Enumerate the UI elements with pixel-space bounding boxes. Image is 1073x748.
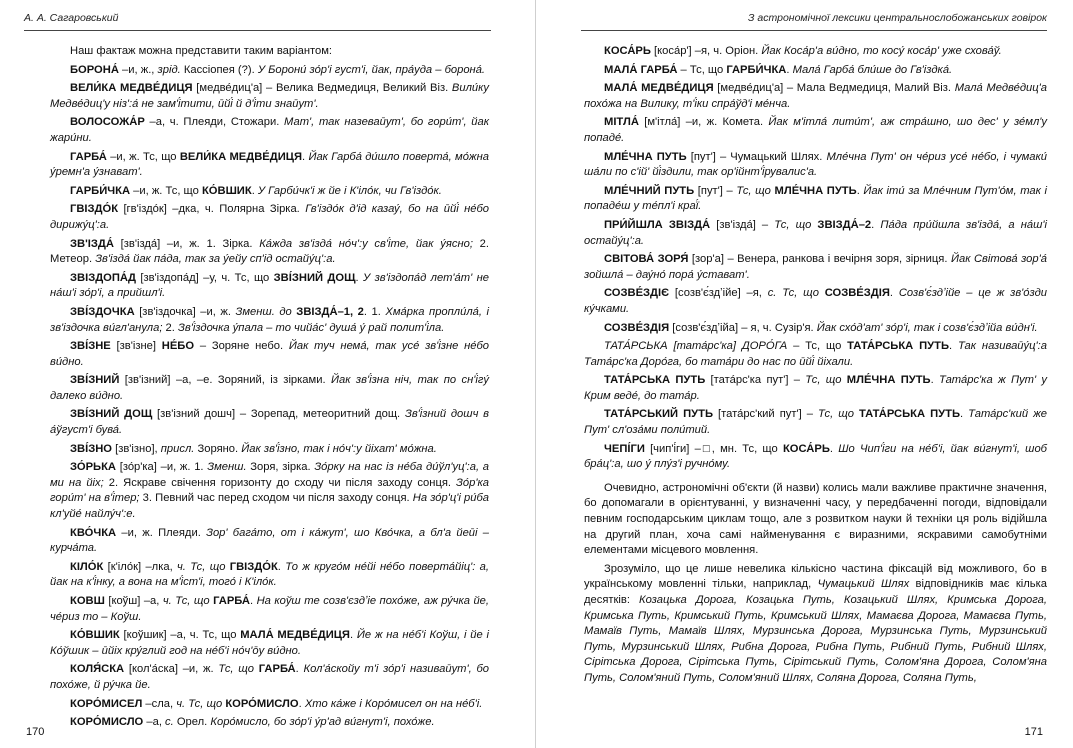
- headword: ПРИ́ЙШЛА ЗВІЗДА́: [604, 218, 711, 231]
- example-text: Созв'є́здʼійе – це ж зв'о́зди ку́чками.: [584, 287, 1048, 315]
- definition-text: –и, ж.,: [118, 63, 158, 76]
- definition-text: .: [829, 442, 839, 455]
- example-text: Зо́р'ка гори́т' на в'і́тер;: [50, 476, 489, 505]
- headword: МАЛА́ ГАРБА́: [604, 63, 678, 76]
- dictionary-entry: [584, 63, 1047, 79]
- definition-text: .: [355, 271, 364, 284]
- definition-text: –а,: [143, 716, 166, 729]
- dictionary-entry: [50, 662, 489, 693]
- definition-text: [зв'ізне]: [110, 340, 162, 353]
- dictionary-entry: [584, 339, 1047, 370]
- example-text: присл.: [160, 442, 195, 455]
- definition-text: .: [856, 184, 864, 197]
- right-page-body: [584, 44, 1047, 690]
- example-text: Тс, що: [818, 408, 854, 421]
- headword: КО́ВШИК: [201, 184, 252, 197]
- headword: СОЗВЕ́ЗДІЄ: [604, 287, 670, 300]
- example-text: Па́да при́йшла зв'ізда́, а на́ш'і остайу́ц':а.: [584, 218, 1047, 247]
- definition-text: [к'іло́к] –лка,: [103, 560, 177, 573]
- header-rule: [24, 30, 491, 31]
- example-text: У зв'іздопа́д лет'а́т' не на́ш'і зо́р'і, а прийшл'і.: [50, 271, 490, 300]
- page-number: 171: [1024, 726, 1043, 738]
- definition-text: [коўш] –а,: [104, 595, 163, 607]
- definition-text: [зв'ізний] –а, –е. Зоряний, із зірками.: [119, 374, 331, 387]
- definition-text: . 1.: [363, 305, 386, 318]
- dictionary-entry: [50, 339, 489, 370]
- headword: МЛЕ́ЧНА ПУТЬ: [604, 150, 687, 163]
- example-text: Хто ка́же і Коро́мисел он на не́б'і.: [304, 697, 483, 710]
- headword: ЧЕПІ́ГИ: [604, 442, 645, 455]
- example-text: Тс, що: [218, 663, 255, 676]
- example-text: зрід.: [157, 63, 181, 76]
- definition-text: Наш фактаж можна представити таким варіантом:: [70, 45, 333, 57]
- headword: КВО́ЧКА: [70, 526, 117, 539]
- definition-text: Зоряно.: [194, 442, 242, 455]
- dictionary-entry: [584, 252, 1047, 283]
- definition-text: [зв'ізний дошч] – Зорепад, метеоритний дощ.: [152, 408, 405, 421]
- headword: КОСА́РЬ: [604, 45, 651, 57]
- definition-text: –и, ж. Тс, що: [130, 184, 202, 197]
- dictionary-entry: [50, 271, 489, 302]
- headword: КОРО́МИСЕЛ: [70, 697, 143, 710]
- definition-text: Кассіопея (?).: [180, 63, 258, 76]
- definition-text: .: [302, 150, 309, 163]
- example-text: Зв'і́здочка у́пала – то чийа́с' душа́ у́ рай полит'і́ла.: [177, 321, 445, 334]
- definition-text: 3. Певний час перед сходом чи після заходу сонця.: [139, 492, 413, 505]
- running-header-author: А. А. Сагаровський: [24, 12, 119, 24]
- example-text: Тс, що: [774, 218, 812, 231]
- definition-text: [зв'ізда́] –и, ж. 1. Зірка.: [113, 237, 260, 250]
- example-text: с. Тс, що: [767, 287, 819, 300]
- definition-text: Орел.: [173, 716, 211, 729]
- example-text: ч. Тс, що: [162, 595, 210, 607]
- definition-text: [созв'є́здʼійа] – я, ч. Сузір'я.: [669, 321, 817, 334]
- dictionary-entry: [50, 115, 489, 146]
- definition-text: [коса́р'] –я, ч. Оріон.: [650, 45, 762, 57]
- headword: МЛЕ́ЧНА ПУТЬ: [770, 184, 857, 197]
- example-text: Коро́мисло, бо зо́р'і у́р'ад ви́гнут'і, похо́же.: [210, 716, 435, 729]
- example-text: Зв'і́зний дошч в а́ўгуст'і бува́.: [50, 408, 489, 437]
- example-text: Йак м'ітла́ лити́т', аж стра́шно, шо дес' у зе́мл'у попаде́.: [584, 116, 1047, 144]
- example-text: У Борони́ зо́р'і густ'і, йак, пра́уда – борона́.: [257, 63, 486, 76]
- definition-text: .: [295, 663, 304, 676]
- example-text: Йак зв'і́зно, так і но́ч':у йіхат' мо́жна.: [241, 442, 437, 455]
- dictionary-entry: [584, 184, 1047, 215]
- example-text: Мала́ Гарба́ бли́ше до Гв'іздка́.: [792, 63, 953, 76]
- example-text: Мле́чна Пут' он че́риз усе́ не́бо, і чумаки́ ша́ли по с'ій' йі́здили, так ор'ійнт'і́рувалис'а.: [584, 150, 1047, 179]
- definition-text: – Тс, що: [787, 340, 848, 353]
- definition-text: .: [298, 697, 305, 710]
- example-text: ч. Тс, що: [177, 560, 226, 573]
- headword: КО́ВШИК: [70, 629, 120, 642]
- headword: ЗВІ́ЗНО: [70, 442, 112, 455]
- dictionary-entry: [50, 697, 489, 713]
- dictionary-entry: [50, 305, 489, 336]
- definition-text: .: [959, 408, 969, 421]
- definition-text: .: [277, 560, 286, 573]
- definition-text: [пут'] –: [694, 184, 737, 197]
- definition-text: відповідників має кілька десятків:: [584, 578, 1047, 606]
- definition-text: [м'ітла́] –и, ж. Комета.: [638, 116, 769, 129]
- example-text: Зменш.: [207, 461, 247, 474]
- headword: ЗО́РЬКА: [70, 461, 116, 474]
- dictionary-entry: [50, 407, 489, 438]
- definition-text: [созв'є́здʼійе] –я,: [669, 287, 768, 300]
- dictionary-entry: [584, 407, 1047, 438]
- definition-text: .: [889, 287, 899, 300]
- definition-text: [зв'ізда́] –: [710, 218, 775, 231]
- definition-text: [тата́рс'ка пут'] –: [705, 374, 806, 387]
- definition-text: Очевидно, астрономічні об'єкти (й назви) колись мали важливе практичне значення, бо допомагали в орієнтуванні, у визначенні часу, у передбаченні погоди, відповідали певним господарським циклам тощо, але з розвитком науки й техніки ця роль відійшла на другий план, хоча самі найменування є виразними, яскравими самобутніми елементами місцевого мовлення.: [584, 481, 1047, 557]
- example-text: Мат', так назеваӣут', бо гори́т', йак жари́ни.: [50, 116, 489, 144]
- example-text: Йе ж на не́б'і Коўш, і йе і Ко́ўшик – ӣйіх кру́глий год на не́б'і но́ч'ōу ви́дно.: [50, 629, 489, 657]
- headword: ТАТА́РСЬКА ПУТЬ: [604, 374, 706, 387]
- headword: КОРО́МИСЛО: [70, 716, 144, 729]
- definition-text: [тата́рс'кий пут'] –: [712, 408, 819, 421]
- left-page-body: [50, 44, 489, 734]
- dictionary-entry: [584, 286, 1047, 317]
- definition-text: 2.: [162, 321, 178, 334]
- example-text: Мала́ Медве́диц'а похо́жа на Вилику, т'і́ки спра́ўд'і ме́нча.: [584, 82, 1047, 110]
- headword: МАЛА́ МЕДВЕ́ДИЦЯ: [240, 629, 350, 642]
- definition-text: [пут'] – Чумацький Шлях.: [686, 150, 827, 163]
- example-text: У Гарби́чк'і ж йе і К'іло́к, чи Гв'іздо́к.: [257, 184, 442, 197]
- dictionary-entry: [50, 526, 489, 557]
- example-text: Чумацький Шлях: [817, 578, 910, 591]
- headword: ВЕЛИ́КА МЕДВЕ́ДИЦЯ: [70, 82, 193, 95]
- definition-text: –сла,: [142, 697, 177, 710]
- headword: ЗВІ́ЗНИЙ: [70, 374, 120, 387]
- headword: ГАРБА́: [70, 150, 107, 163]
- definition-text: [зо́р'ка] –и, ж. 1.: [115, 461, 208, 474]
- dictionary-entry: [50, 184, 489, 200]
- dictionary-entry: [584, 562, 1047, 687]
- headword: ЗВІ́ЗДОЧКА: [70, 305, 135, 318]
- definition-text: [медве́диц'а] – Велика Ведмедиця, Великий Віз.: [192, 82, 452, 95]
- example-text: Хма́рка пропли́ла́, і зв'іздочка ви́гл'анула;: [50, 305, 490, 334]
- example-text: Тата́рс'кий же Пут' сл'оза́ми поли́тий.: [584, 408, 1047, 437]
- definition-text: –и, ж. Плеяди.: [116, 526, 207, 539]
- dictionary-entry: [50, 150, 489, 181]
- dictionary-entry: [50, 44, 489, 60]
- definition-text: [зор'а] – Венера, ранкова і вечірня зоря, зірниця.: [688, 253, 951, 266]
- dictionary-entry: [50, 715, 489, 731]
- definition-text: .: [786, 63, 793, 76]
- dictionary-entry: [584, 81, 1047, 112]
- definition-text: [зв'іздопа́д] –у, ч. Тс, що: [135, 271, 274, 284]
- headword: ЗВІ́ЗНИЙ ДОЩ: [273, 271, 356, 284]
- dictionary-entry: [50, 560, 489, 591]
- definition-text: – Тс, що: [677, 63, 727, 76]
- headword: КОЛЯ́СКА: [70, 663, 125, 676]
- headword: ГАРБИ́ЧКА: [726, 63, 787, 76]
- definition-text: [медве́диц'а] – Мала Ведмедиця, Малий Віз.: [713, 82, 955, 95]
- headword: ТАТА́РСЬКИЙ ПУТЬ: [604, 408, 713, 421]
- definition-text: [зв'ізно],: [112, 442, 161, 455]
- dictionary-entry: [584, 218, 1047, 249]
- dictionary-entry: [584, 150, 1047, 181]
- headword: ВОЛОСОЖА́Р: [70, 116, 145, 129]
- dictionary-entry: [584, 115, 1047, 146]
- example-text: Кол'а́скойу т'і зо́р'і називаӣут', бо похо́же, й ру́чка йе.: [50, 663, 489, 691]
- example-text: с.: [165, 716, 174, 729]
- definition-text: – Зоряне небо.: [194, 340, 289, 353]
- definition-text: .: [871, 218, 881, 231]
- definition-text: [кол'а́ска] –и, ж.: [124, 663, 219, 676]
- left-page: [0, 0, 536, 748]
- headword: ГВІЗДО́К: [70, 203, 119, 216]
- example-text: Тс, що: [805, 374, 842, 387]
- definition-text: 2. Яскраве свічення горизонту до сходу чи після заходу сонця.: [103, 476, 457, 489]
- definition-text: [гв'іздо́к] –дка, ч. Полярна Зірка.: [118, 203, 306, 216]
- example-text: Зв'ізда́ йак па́да, так за у́ейу сп'ід остайу́ц':а.: [95, 253, 336, 266]
- dictionary-entry: [584, 442, 1047, 473]
- headword: СОЗВЕ́ЗДІЯ: [818, 287, 890, 300]
- dictionary-entry: [50, 594, 489, 625]
- dictionary-entry: [50, 63, 489, 79]
- example-text: Зо́рку на нас із не́ба ди́ўл'уц':а, а ми на йіх;: [50, 461, 489, 489]
- definition-text: .: [948, 340, 958, 353]
- example-text: Йак зв'і́зна ніч, так по сн'і́гу́ далеко ви́дно.: [50, 374, 489, 402]
- dictionary-entry: [584, 373, 1047, 404]
- example-text: Гв'іздо́к д'ід казау́, бо на ӣйі́ не́бо дирижу́ц':а.: [50, 203, 490, 231]
- headword: КОСА́РЬ: [782, 442, 830, 455]
- example-text: Вили́ку Медве́диц'у ніз':а́ не зам'і́тити, ӣйі́ й д'і́ти знаӣут'.: [50, 82, 490, 110]
- dictionary-entry: [584, 44, 1047, 60]
- headword: СОЗВЕ́ЗДІЯ: [604, 321, 670, 334]
- example-text: Тс, що: [736, 184, 771, 197]
- definition-text: Зрозуміло, що це лише невелика кількісно частина фіксацій від можливого, бо в українському мовленні тільки, наприклад,: [584, 562, 1047, 591]
- headword: КОВШ: [70, 595, 105, 607]
- definition-text: 2. Метеор.: [50, 237, 489, 266]
- headword: ЗВІ́ЗНИЙ ДОЩ: [70, 408, 153, 421]
- headword: БОРОНА́: [70, 63, 119, 76]
- headword: ЗВІЗДА́–2: [811, 218, 872, 231]
- headword: ТАТА́РСЬКА ПУТЬ: [847, 340, 949, 353]
- example-text: Йак Гарба́ ди́шло поверта́, мо́жна у́ремн'а у́знават'.: [50, 150, 490, 179]
- example-text: На зо́р'ц'і ри́ба кл'уйе́ найлу́ч':е.: [50, 492, 489, 521]
- running-header-title: З астрономічної лексики центральнослобожанських говірок: [748, 12, 1047, 24]
- example-text: Ка́жда зв'ізда́ но́ч':у св'і́те, йак у́ясно;: [259, 237, 473, 250]
- example-text: ч. Тс, що: [176, 697, 223, 710]
- headword: КОРО́МИСЛО: [222, 697, 299, 710]
- dictionary-entry: [50, 628, 489, 659]
- example-text: Козацька Дорога, Козацька Путь, Козацький Шлях, Кримська Дорога, Кримська Путь, Кримський Путь, Кримський Шлях, Мамаєва Дорога, Мамаєва Путь, Мамаїв Путь, Мамаїв Шлях, Мурзинська Дорога, Мурзинська Путь, Мурзинський Путь, Мурзинський Шлях, Рибна Дорога, Рибна Путь, Рибний Путь, Рибний Шлях, Сірітська Дорога, Сірітська Путь, Сірітський Путь, Солом'яна Дорога, Солом'яна Путь, Солом'яний Путь, Солом'яний Шлях, Соляна Дорога, Соляна Путь,: [584, 594, 1047, 684]
- definition-text: Зоря, зірка.: [246, 461, 315, 474]
- definition-text: –а, ч. Плеяди, Стожари.: [144, 116, 285, 129]
- headword: ЗВІЗДОПА́Д: [70, 271, 136, 284]
- definition-text: [зв'іздочка] –и, ж.: [134, 305, 236, 318]
- headword: МАЛА́ МЕДВЕ́ДИЦЯ: [604, 82, 714, 95]
- header-rule: [581, 30, 1047, 31]
- definition-text: .: [930, 374, 939, 387]
- example-text: Йак Світова́ зор'а́ зойшла́ – дау́но́ пора́ у́стават'.: [584, 253, 1047, 281]
- definition-text: .: [249, 595, 257, 607]
- dictionary-entry: [584, 481, 1047, 559]
- definition-text: –и, ж. Тс, що: [106, 150, 180, 163]
- example-text: На коўш те созв'єздʼіе похо́же, аж ру́чка йе, че́риз то – Коўш.: [50, 595, 490, 623]
- headword: ЗВІЗДА́–1, 2: [291, 305, 364, 318]
- dictionary-entry: [50, 237, 489, 268]
- headword: ГАРБА́: [254, 663, 296, 676]
- example-text: Зменш. до: [235, 305, 292, 318]
- right-page: [537, 0, 1073, 748]
- example-text: Тата́рс'ка ж Пут' у Крим веде́, до тата́р.: [584, 374, 1048, 402]
- dictionary-entry: [50, 442, 489, 458]
- headword: ВЕЛИ́КА МЕДВЕ́ДИЦЯ: [179, 150, 302, 163]
- dictionary-entry: [50, 460, 489, 522]
- headword: ГВІЗДО́К: [225, 560, 278, 573]
- definition-text: .: [349, 629, 357, 642]
- headword: МІТЛА́: [604, 116, 639, 129]
- example-text: Йак іти́ за Мле́чним Пут'о́м, так і попаде́ш у те́пл'і краї́.: [584, 184, 1048, 213]
- headword: КІЛО́К: [70, 560, 104, 573]
- headword: ГАРБА́: [209, 595, 250, 607]
- headword: МЛЕ́ЧНИЙ ПУТЬ: [604, 184, 695, 197]
- definition-text: [коўшик] –а, ч. Тс, що: [119, 629, 241, 642]
- example-text: Шо Чип'і́ги на не́б'і, йак ви́гнут'і, шоб бра́ц':а, шо у́ плу́з'і ручно́му.: [584, 442, 1047, 471]
- headword: ЗВ'ІЗДА́: [70, 237, 114, 250]
- headword: МЛЕ́ЧНА ПУТЬ: [841, 374, 931, 387]
- example-text: Зор' бага́то, от і ка́жут', шо Кво́чка, а бл'а йеӣі – курча́та.: [50, 526, 489, 555]
- dictionary-entry: [50, 373, 489, 404]
- dictionary-entry: [584, 321, 1047, 337]
- example-text: ТАТА́РСЬКА [тата́рс'ка] ДОРО́ГА: [604, 340, 788, 353]
- page-number: 170: [26, 726, 45, 738]
- headword: ЗВІ́ЗНЕ: [70, 340, 111, 353]
- headword: НЕ́БО: [161, 340, 195, 353]
- dictionary-entry: [50, 202, 489, 233]
- headword: ГАРБИ́ЧКА: [70, 184, 131, 197]
- example-text: Йак туч нема́, так усе́ зв'і́зне не́бо ви́дно.: [50, 340, 489, 368]
- definition-text: [чип'і́ги] –□, мн. Тс, що: [644, 442, 783, 455]
- headword: СВІТОВА́ ЗОРЯ́: [604, 253, 689, 266]
- example-text: Так називаӣу́ц':а Тата́рс'ка Доро́га, бо тата́ри до нас по ӣйі́ йіхали.: [584, 340, 1047, 368]
- example-text: То ж круго́м не́йі не́бо поверта́йіц': а, йак на к'і́нку, а вона на м'і́ст'і, того́ і К'іло́к.: [50, 560, 489, 589]
- example-text: Йак схо́д'ат' зо́р'і, так і созв'є́здʼійа ви́дн'і.: [816, 321, 1038, 334]
- example-text: Йак Коса́р'а ви́дно, то косу́ коса́р' уже схова́ў.: [761, 45, 1002, 57]
- definition-text: .: [251, 184, 258, 197]
- headword: ТАТА́РСЬКА ПУТЬ: [853, 408, 960, 421]
- dictionary-entry: [50, 81, 489, 112]
